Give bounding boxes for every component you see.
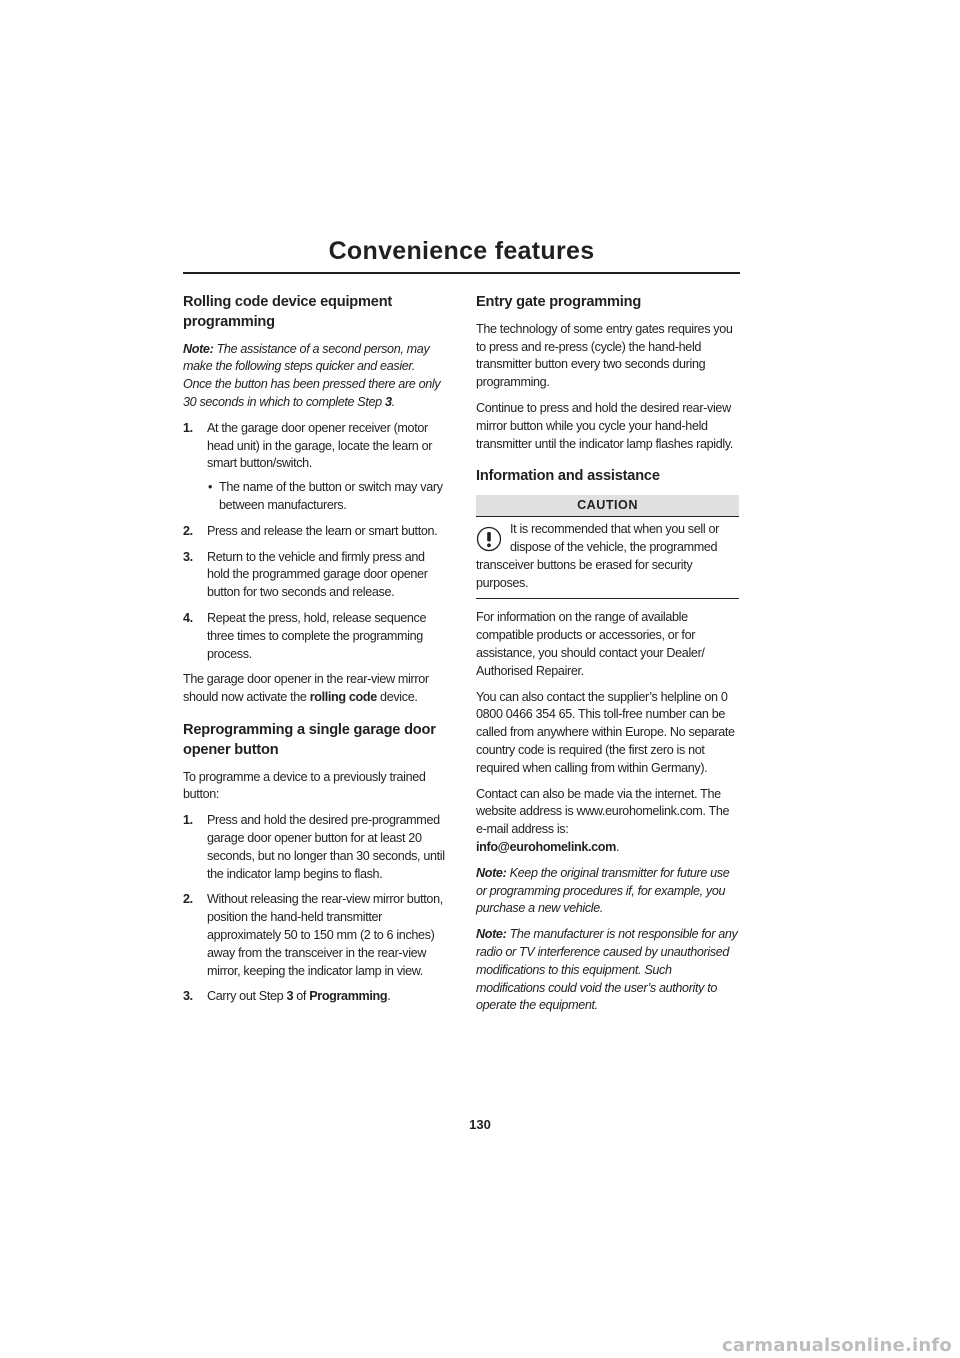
step-number: 2. (183, 523, 193, 538)
list-item (183, 420, 446, 515)
note-manufacturer (476, 926, 739, 1015)
term-rolling-code: rolling code (309, 690, 377, 705)
list-item (183, 891, 446, 980)
paragraph-helpline: You can also contact the supplier’s helpline on 0 0800 0466 354 65. This toll-free number can be called from anywhere within Europe. No separate country code is required (the first zero is not required when calling from within Germany). (476, 689, 735, 775)
section-heading-entry-gate: Entry gate programming (476, 294, 642, 310)
paragraph-internet (476, 786, 739, 857)
paragraph-text: The garage door opener in the rear-view mirror should now activate the (183, 672, 429, 705)
step-text-end: . (387, 989, 391, 1004)
caution-title: CAUTION (476, 495, 739, 517)
step-number: 4. (183, 610, 193, 625)
step-ref-number: 3 (286, 989, 294, 1004)
note-label: Note: (476, 927, 507, 942)
step-number: 3. (183, 549, 193, 564)
email-address: info@eurohomelink.com (476, 839, 616, 854)
step-text-of: of (293, 989, 310, 1004)
note-second-person (183, 341, 446, 412)
left-column (183, 293, 446, 1014)
right-column (476, 293, 739, 1023)
page-number: 130 (469, 1117, 491, 1132)
watermark: carmanualsonline.info (721, 1335, 952, 1356)
paragraph-information: For information on the range of available compatible products or accessories, or for assistance, you should contact your Dealer/ Authorised Repairer. (476, 610, 705, 678)
title-divider (183, 272, 740, 274)
bullet-list (207, 479, 446, 515)
step-number: 3. (183, 989, 193, 1004)
paragraph-rolling-code (183, 671, 446, 707)
list-item (183, 549, 446, 602)
caution-body (476, 517, 739, 598)
step-text: Return to the vehicle and firmly press and hold the programmed garage door opener button for two seconds and release. (207, 549, 428, 600)
list-item (183, 523, 446, 541)
paragraph-text-end: device. (376, 690, 418, 705)
list-item (183, 610, 446, 663)
step-number: 2. (183, 892, 193, 907)
step-text: Without releasing the rear-view mirror button, position the hand-held transmitter approximately 50 to 150 mm (2 to 6 inches) away from the transceiver in the rear-view mirror, keeping the indicator lamp in view. (207, 892, 443, 978)
note-keep-transmitter (476, 865, 739, 918)
step-text: Carry out Step (207, 989, 287, 1004)
caution-icon (476, 526, 502, 552)
bullet-item (207, 479, 446, 515)
note-label: Note: (476, 865, 507, 880)
note-text: The manufacturer is not responsible for any radio or TV interference caused by unauthorised modifications to this equipment. Such modifications could void the user’s authority to operate the equipment. (476, 927, 738, 1013)
step-text: At the garage door opener receiver (motor head unit) in the garage, locate the learn or smart button/switch. (207, 420, 433, 471)
step-number: 1. (183, 420, 193, 435)
caution-text: It is recommended that when you sell or dispose of the vehicle, the programmed transceiver buttons be erased for security purposes. (476, 522, 719, 590)
step-number: 1. (183, 813, 193, 828)
list-item (183, 812, 446, 883)
paragraph-reprogramming-intro: To programme a device to a previously trained button: (183, 769, 426, 802)
section-heading-information: Information and assistance (476, 468, 660, 485)
page-title: Convenience features (328, 237, 595, 265)
paragraph-continue: Continue to press and hold the desired rear-view mirror button while you cycle your hand-held transmitter until the indicator lamp flashes rapidly. (476, 400, 733, 451)
step-text: Press and release the learn or smart button. (207, 523, 438, 538)
paragraph-entry-gate: The technology of some entry gates requires you to press and re-press (cycle) the hand-held transmitter button every two seconds during programming. (476, 321, 733, 390)
bullet-text: The name of the button or switch may vary between manufacturers. (219, 480, 443, 512)
section-heading-reprogramming: Reprogramming a single garage door opener button (183, 721, 436, 758)
step-text: Repeat the press, hold, release sequence three times to complete the programming process. (207, 610, 427, 661)
programming-steps (183, 420, 446, 664)
note-text: The assistance of a second person, may make the following steps quicker and easier. Once the button has been pressed there are only 30 seconds in which to complete Step (183, 341, 441, 409)
step-text: Press and hold the desired pre-programmed garage door opener button for at least 20 seconds, but no longer than 30 seconds, until the indicator lamp begins to flash. (207, 813, 445, 881)
note-end: . (391, 394, 395, 409)
section-ref-programming: Programming (309, 989, 388, 1004)
caution-box (476, 495, 739, 599)
note-text: Keep the original transmitter for future use or programming procedures if, for example, you purchase a new vehicle. (476, 865, 730, 916)
reprogramming-steps (183, 812, 446, 1006)
list-item (183, 988, 446, 1006)
bullet-icon: • (208, 480, 213, 495)
note-label: Note: (183, 341, 214, 356)
email-end: . (615, 839, 620, 854)
section-heading-rolling-code: Rolling code device equipment programming (183, 294, 393, 330)
paragraph-text: Contact can also be made via the internet. The website address is www.eurohomelink.com. The e-mail address is: (476, 786, 730, 837)
note-step-ref: 3 (384, 394, 392, 409)
